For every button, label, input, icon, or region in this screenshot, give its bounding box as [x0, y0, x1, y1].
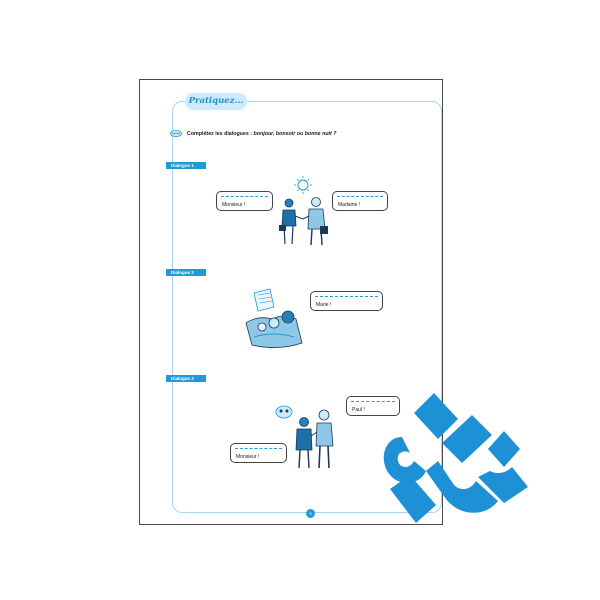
page-number: 9	[306, 509, 315, 518]
speech-bubble	[310, 291, 383, 311]
pencil-icon	[170, 130, 182, 137]
bubble-text: Madame !	[338, 202, 361, 208]
dialogue-1-label: Dialogue 1	[166, 162, 206, 169]
answer-blank	[221, 196, 268, 197]
bubble-text: Marie !	[316, 302, 332, 308]
dialogue-3-label: Dialogue 3	[166, 375, 206, 382]
dialogue-2-illustration	[244, 285, 310, 355]
dialogue-1-illustration	[276, 174, 332, 248]
answer-blank	[315, 296, 378, 297]
instruction	[187, 131, 337, 137]
bubble-text: Paul !	[352, 407, 365, 413]
speech-bubble	[332, 191, 388, 211]
instruction-emphasis: bonjour, bonsoir ou bonne nuit ?	[253, 131, 337, 137]
bubble-text: Monsieur !	[222, 202, 246, 208]
speech-bubble	[216, 191, 273, 211]
dialogue-2-label: Dialogue 2	[166, 269, 206, 276]
section-title: Pratiquez...	[185, 93, 247, 110]
bubble-text: Monsieur !	[236, 454, 260, 460]
dialogue-3-illustration	[270, 400, 340, 472]
answer-blank	[337, 196, 383, 197]
instruction-text: Complétez les dialogues :	[187, 131, 254, 137]
brand-logo-watermark	[380, 391, 540, 537]
